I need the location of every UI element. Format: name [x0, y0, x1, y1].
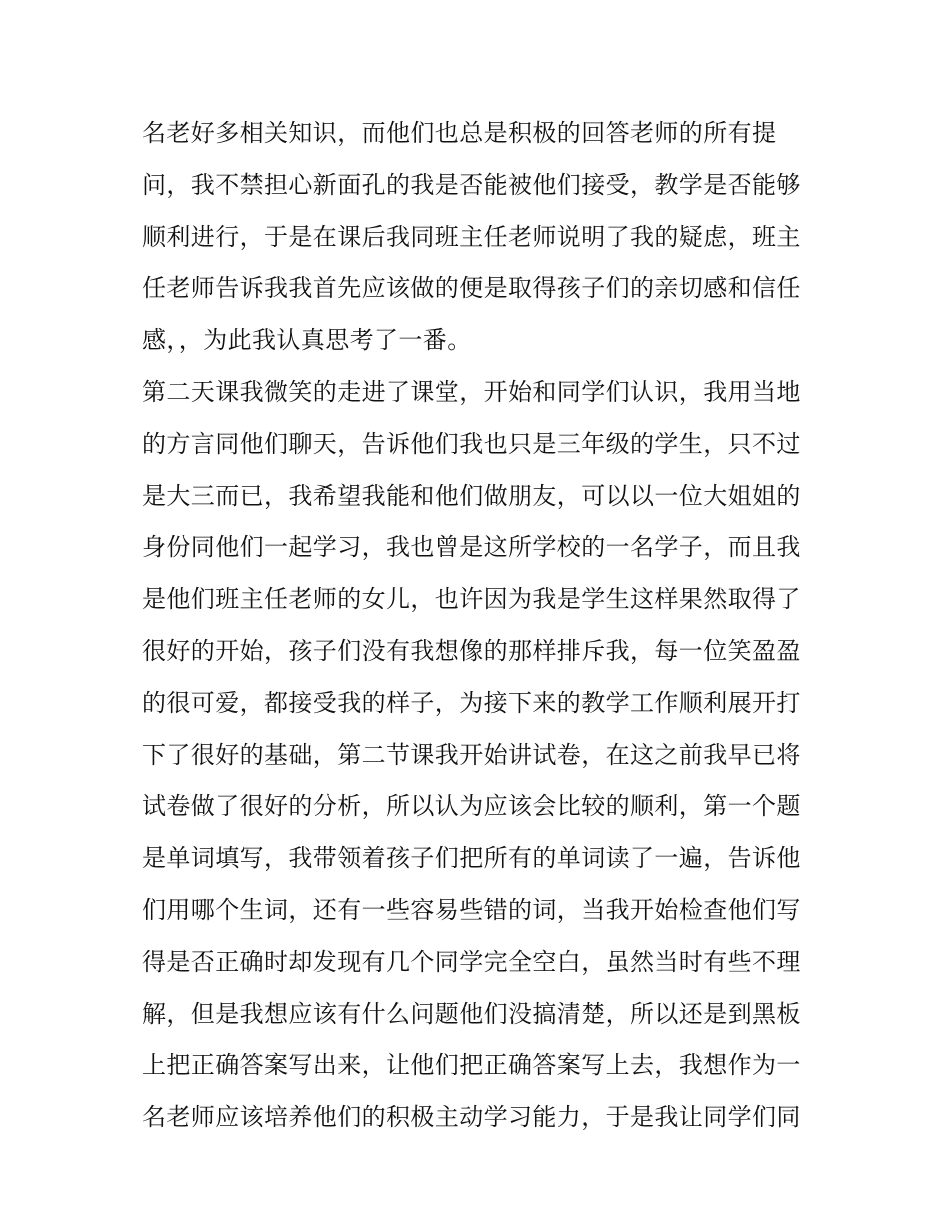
text-line-15: 是单词填写，我带领着孩子们把所有的单词读了一遍，告诉他 [142, 844, 801, 873]
text-line-13: 下了很好的基础，第二节课我开始讲试卷，在这之前我早已将 [142, 740, 801, 769]
text-line-4: 任老师告诉我我首先应该做的便是取得孩子们的亲切感和信任 [142, 274, 801, 303]
text-line-1: 名老好多相关知识，而他们也总是积极的回答老师的所有提 [142, 119, 777, 147]
text-line-5: 感，，为此我认真思考了一番。 [142, 326, 472, 355]
text-line-10: 是他们班主任老师的女儿，也许因为我是学生这样果然取得了 [142, 585, 801, 614]
text-line-2: 问，我不禁担心新面孔的我是否能被他们接受，教学是否能够 [142, 170, 801, 199]
text-line-11: 很好的开始，孩子们没有我想像的那样排斥我，每一位笑盈盈 [142, 636, 801, 665]
text-line-3: 顺利进行，于是在课后我同班主任老师说明了我的疑虑，班主 [142, 222, 801, 251]
body-text [142, 108, 822, 1144]
text-line-19: 上把正确答案写出来，让他们把正确答案写上去，我想作为一 [142, 1051, 801, 1080]
text-line-14: 试卷做了很好的分析，所以认为应该会比较的顺利，第一个题 [142, 792, 801, 821]
text-line-8: 是大三而已，我希望我能和他们做朋友，可以以一位大姐姐的 [142, 481, 801, 510]
text-line-12: 的很可爱，都接受我的样子，为接下来的教学工作顺利展开打 [142, 688, 801, 717]
text-line-7: 的方言同他们聊天，告诉他们我也只是三年级的学生，只不过 [142, 429, 801, 458]
text-line-18: 解，但是我想应该有什么问题他们没搞清楚，所以还是到黑板 [142, 999, 801, 1028]
text-line-20: 名老师应该培养他们的积极主动学习能力，于是我让同学们同 [142, 1103, 801, 1132]
text-line-16: 们用哪个生词，还有一些容易些错的词，当我开始检查他们写 [142, 895, 801, 924]
text-line-6: 第二天课我微笑的走进了课堂，开始和同学们认识，我用当地 [142, 377, 801, 406]
text-line-17: 得是否正确时却发现有几个同学完全空白，虽然当时有些不理 [142, 947, 801, 976]
text-line-9: 身份同他们一起学习，我也曾是这所学校的一名学子，而且我 [142, 533, 801, 562]
